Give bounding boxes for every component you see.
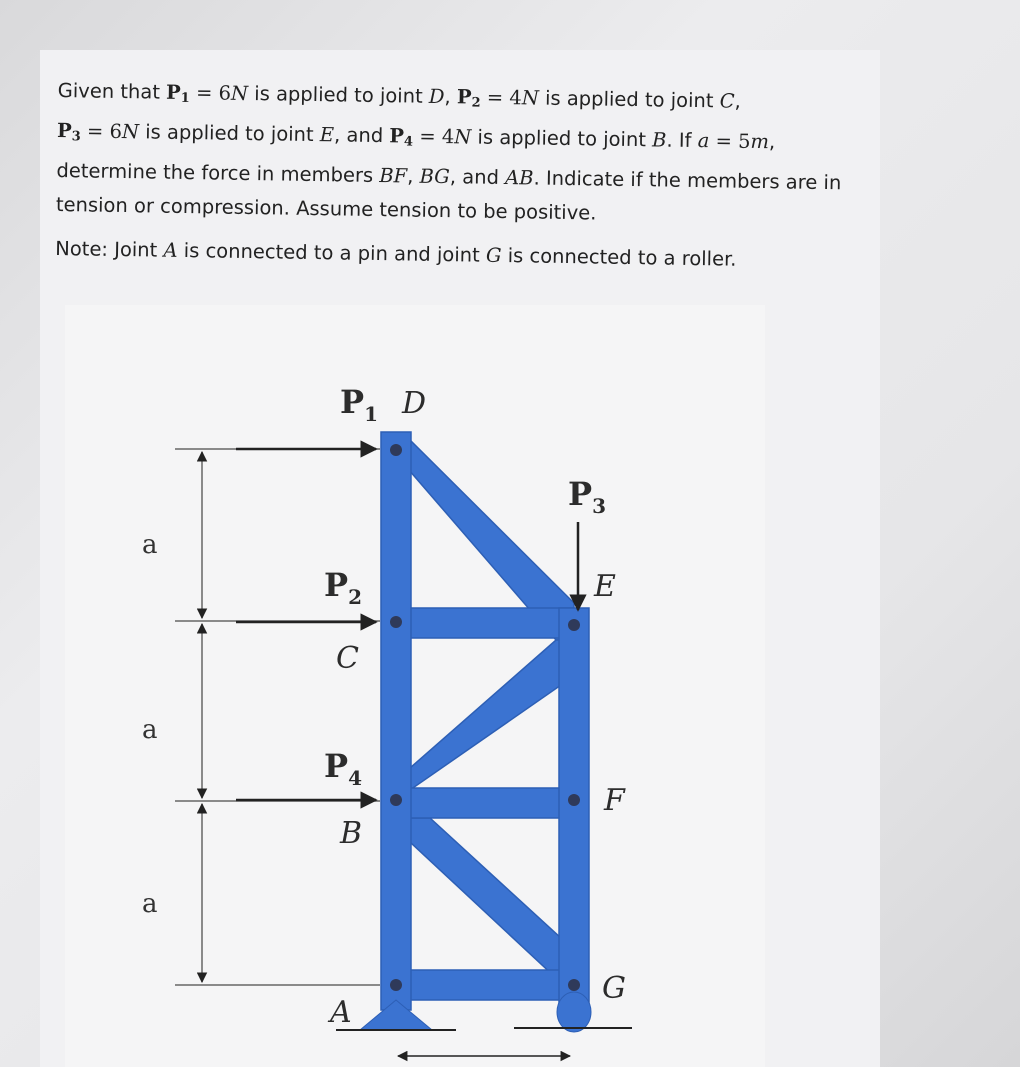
a-value: = 5 — [709, 129, 751, 153]
p4-symbol: $P_4$ — [389, 124, 414, 150]
member-bg — [410, 818, 574, 978]
text: determine the force in members — [56, 158, 380, 188]
joint-a-ref: A — [163, 238, 178, 262]
text: . Indicate if the members are in — [533, 166, 842, 195]
member-bf-ref: BF — [379, 164, 408, 188]
text: , — [768, 130, 776, 154]
text: is applied to joint — [138, 120, 321, 147]
pin-g — [568, 979, 580, 991]
pin-d — [390, 444, 402, 456]
text: is connected to a pin and joint — [177, 238, 487, 267]
joint-e-ref: E — [319, 123, 335, 147]
p3-value: = 6 — [80, 119, 123, 144]
pin-b — [390, 794, 402, 806]
label-p4: $P_4$ — [324, 747, 362, 790]
text: , — [444, 85, 458, 109]
joint-d-ref: D — [428, 84, 445, 109]
text: , and — [333, 123, 390, 148]
dim-label-a-middle: a — [142, 715, 158, 745]
pin-e — [568, 619, 580, 631]
p2-value: = 4 — [480, 85, 522, 110]
a-symbol: a — [697, 129, 710, 153]
text: , — [407, 164, 420, 188]
member-cf — [410, 640, 574, 790]
label-b: B — [340, 816, 363, 851]
member-left-column — [381, 432, 411, 1010]
dim-label-a-bottom: a — [142, 889, 158, 919]
label-c: C — [336, 641, 359, 676]
text: . If — [666, 128, 698, 153]
member-ab-ref: AB — [504, 166, 534, 190]
label-f: F — [604, 783, 625, 818]
member-right-column — [559, 608, 589, 1008]
joint-c-ref: C — [719, 89, 735, 113]
p4-value: = 4 — [412, 124, 455, 149]
text: is connected to a roller. — [501, 243, 737, 271]
unit: N — [454, 125, 472, 149]
p1-symbol: $P_1$ — [165, 80, 190, 107]
label-e: E — [594, 569, 616, 604]
dim-label-a-top: a — [142, 530, 158, 560]
p3-symbol: $P_3$ — [56, 118, 81, 145]
joint-g-ref: G — [485, 243, 502, 267]
text: is applied to joint — [538, 86, 720, 113]
roller-support-g — [557, 992, 591, 1032]
unit: N — [521, 86, 540, 110]
text: Note: Joint — [55, 236, 164, 262]
p1-value: = 6 — [189, 81, 232, 105]
text: is applied to joint — [247, 81, 430, 108]
unit: m — [750, 129, 770, 154]
pin-f — [568, 794, 580, 806]
unit: N — [121, 120, 140, 144]
pin-support-a — [360, 1000, 432, 1030]
label-a: A — [330, 995, 352, 1030]
member-bg-ref: BG — [419, 164, 451, 189]
text: , and — [449, 165, 506, 190]
unit: N — [230, 81, 249, 105]
truss-members — [381, 432, 589, 1010]
dimension-lines — [175, 449, 380, 985]
pin-c — [390, 616, 402, 628]
text: tension or compression. Assume tension to be positive. — [55, 192, 597, 225]
label-d: D — [402, 386, 427, 421]
label-p3: $P_3$ — [568, 475, 606, 518]
label-p2: $P_2$ — [324, 566, 362, 609]
text: is applied to joint — [471, 125, 653, 152]
p2-symbol: $P_2$ — [456, 85, 481, 111]
text: , — [734, 89, 741, 113]
label-p1: $P_1$ — [340, 383, 378, 426]
pin-a — [390, 979, 402, 991]
text: Given that — [57, 78, 167, 104]
joint-b-ref: B — [651, 128, 667, 152]
label-g: G — [602, 971, 626, 1006]
